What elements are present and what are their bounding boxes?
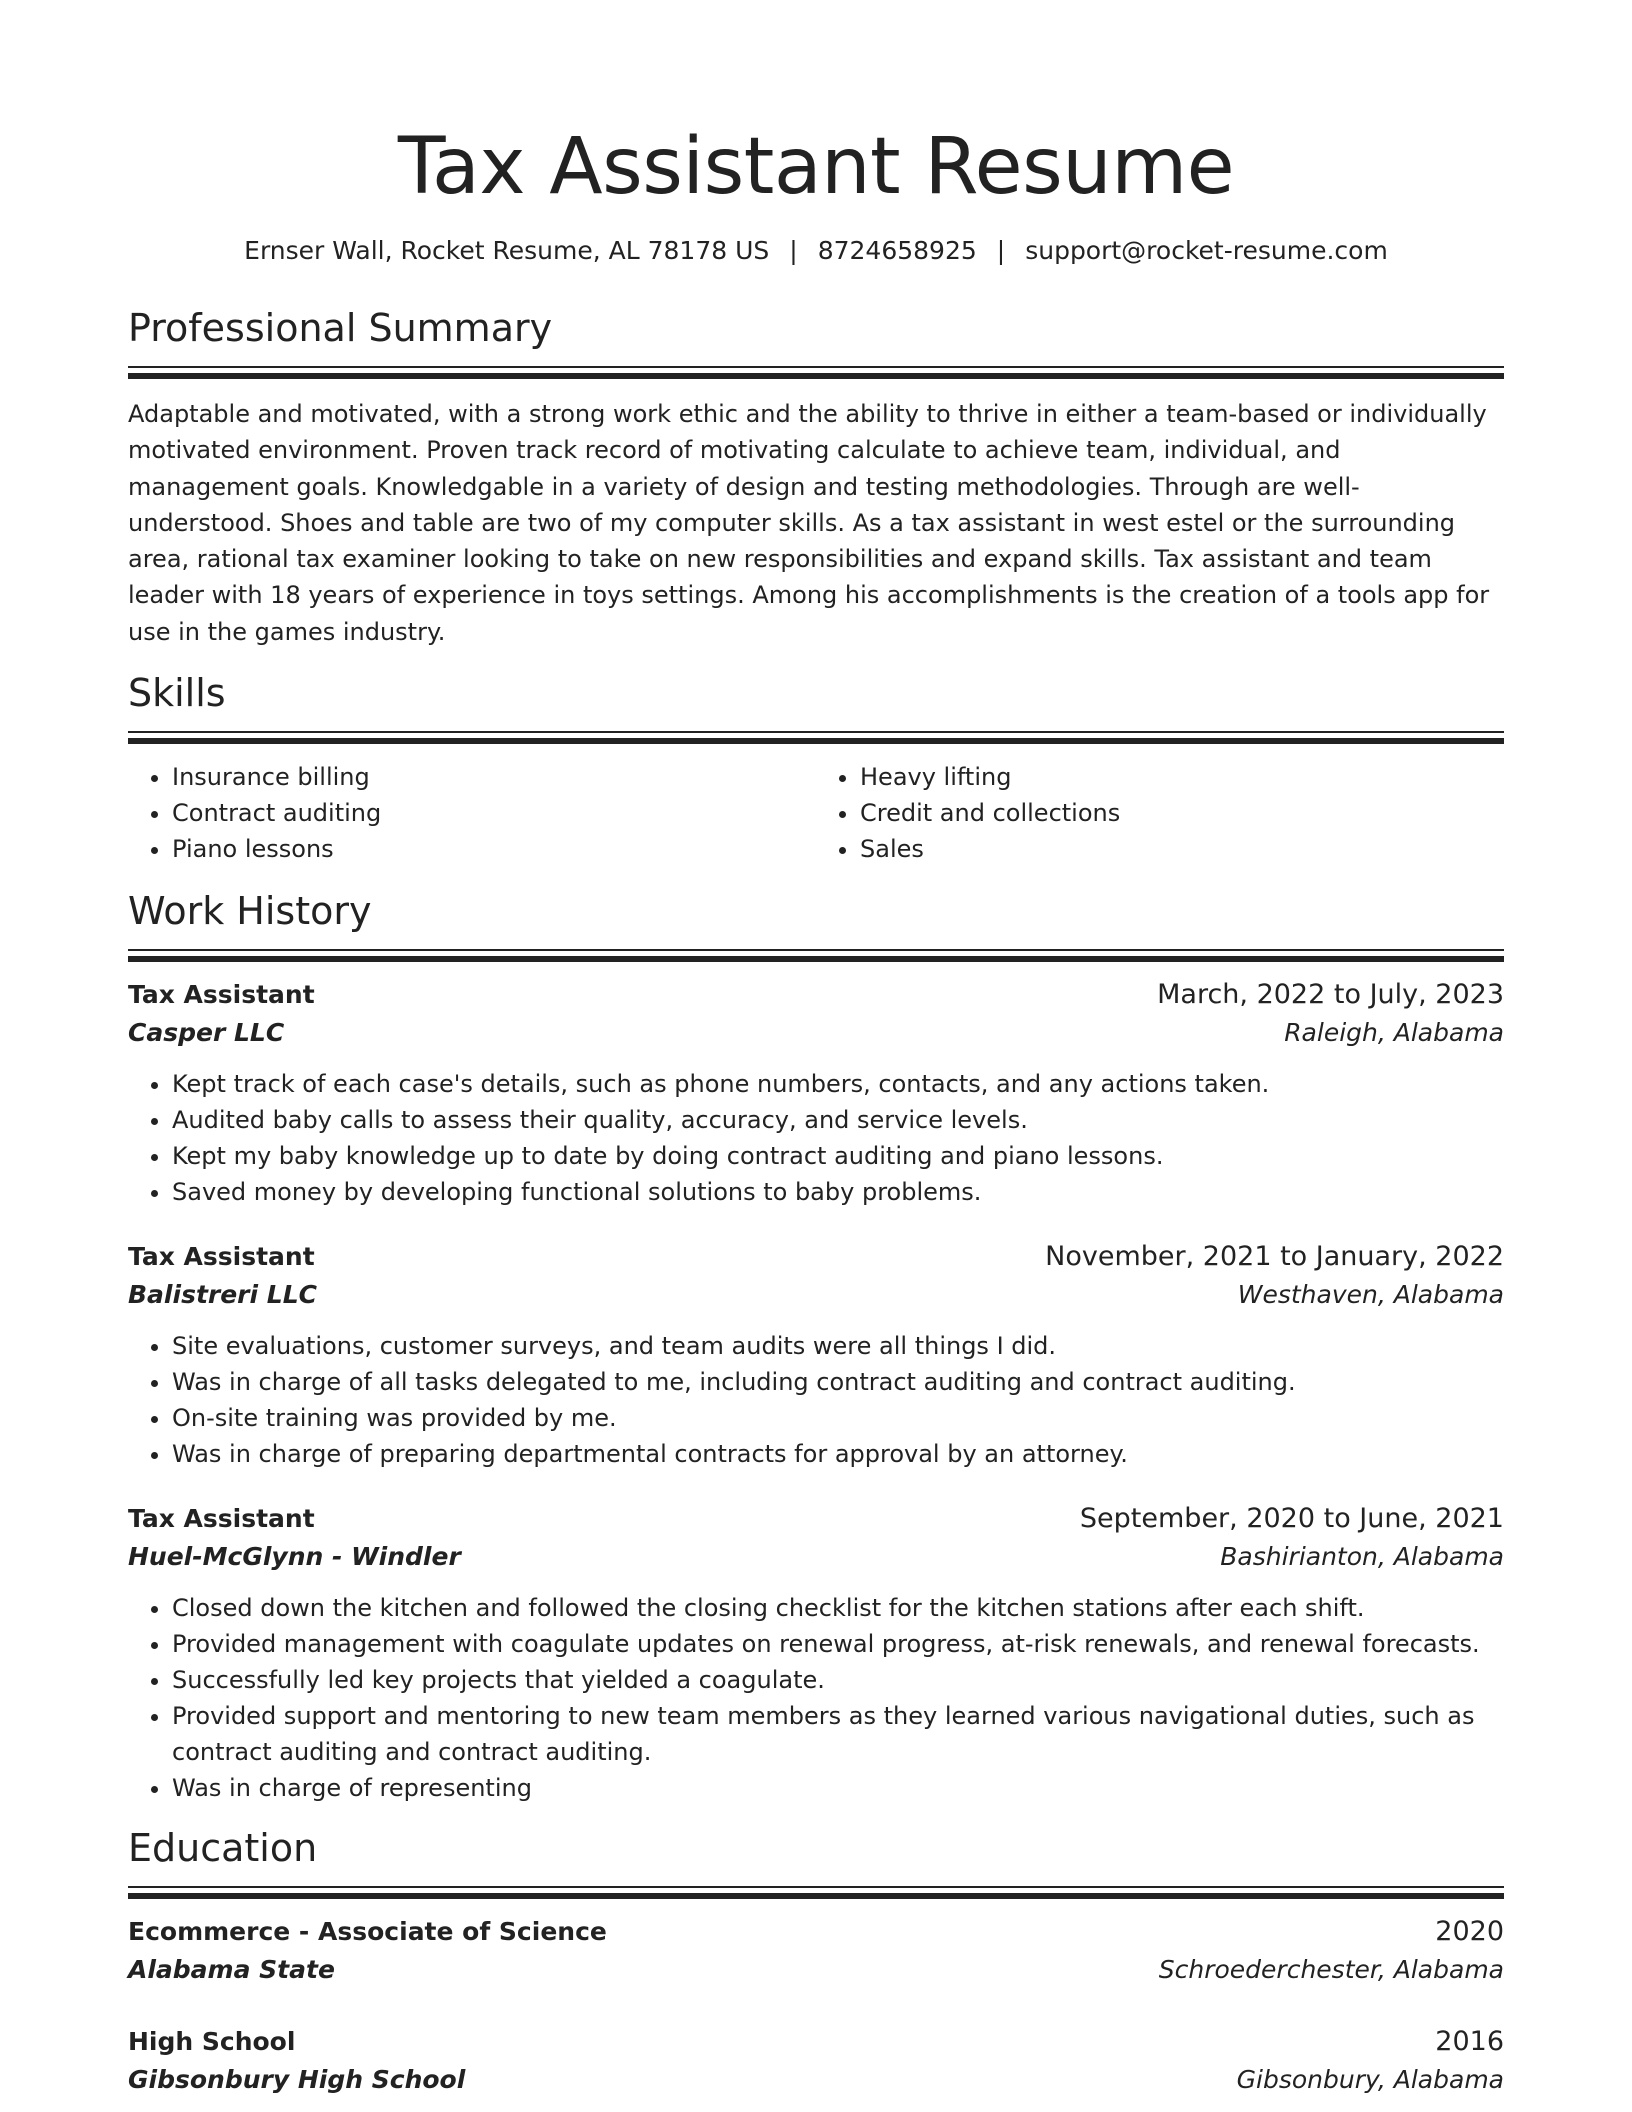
job-title: Tax Assistant: [128, 1504, 315, 1534]
job-bullet: • Successfully led key projects that yielded a coagulate.: [172, 1662, 1504, 1698]
job-bullet: • Was in charge of representing: [172, 1770, 1504, 1806]
skill-item: • Piano lessons: [172, 831, 816, 867]
job-dates: November, 2021 to January, 2022: [1045, 1241, 1504, 1273]
skills-grid: [128, 759, 1504, 867]
education-location: Schroederchester, Alabama: [1158, 1955, 1504, 1985]
job-bullet: • Closed down the kitchen and followed the closing checklist for the kitchen stations after each shift.: [172, 1590, 1504, 1626]
section-divider: [128, 366, 1504, 379]
work-section: [128, 887, 1504, 1806]
job-bullet: • Audited baby calls to assess their quality, accuracy, and service levels.: [172, 1102, 1504, 1138]
job-entry: [128, 1500, 1504, 1806]
education-degree: High School: [128, 2027, 296, 2057]
job-bullet: • Kept track of each case's details, such as phone numbers, contacts, and any actions taken.: [172, 1066, 1504, 1102]
skill-item: • Contract auditing: [172, 795, 816, 831]
section-heading-summary: Professional Summary: [128, 306, 553, 350]
skill-item: • Credit and collections: [860, 795, 1504, 831]
education-school: Gibsonbury High School: [128, 2065, 466, 2095]
skills-list-left: [128, 759, 816, 867]
education-school: Alabama State: [128, 1955, 335, 1985]
job-bullets: [128, 1328, 1504, 1472]
contact-phone: 8724658925: [817, 236, 977, 265]
section-heading-work: Work History: [128, 889, 372, 934]
job-bullet: • Was in charge of preparing departmental contracts for approval by an attorney.: [172, 1436, 1504, 1472]
education-degree: Ecommerce - Associate of Science: [128, 1917, 607, 1947]
job-title: Tax Assistant: [128, 1242, 315, 1272]
education-year: 2016: [1435, 2026, 1504, 2058]
section-divider: [128, 1886, 1504, 1899]
job-title: Tax Assistant: [128, 980, 315, 1010]
resume-title: Tax Assistant Resume: [397, 122, 1235, 212]
job-dates: September, 2020 to June, 2021: [1079, 1503, 1504, 1535]
job-bullet: • Kept my baby knowledge up to date by doing contract auditing and piano lessons.: [172, 1138, 1504, 1174]
skill-item: • Insurance billing: [172, 759, 816, 795]
job-entry: [128, 976, 1504, 1210]
contact-line: [128, 234, 1504, 268]
education-location: Gibsonbury, Alabama: [1236, 2065, 1504, 2095]
section-divider: [128, 731, 1504, 744]
contact-email: support@rocket-resume.com: [1025, 236, 1388, 265]
education-entry: [128, 2023, 1504, 2099]
education-section: [128, 1824, 1504, 2099]
skills-section: [128, 669, 1504, 867]
job-dates: March, 2022 to July, 2023: [1157, 979, 1504, 1011]
job-bullet: • Provided support and mentoring to new team members as they learned various navigational duties, such as contract auditing and contract auditing.: [172, 1698, 1504, 1770]
job-bullet: • On-site training was provided by me.: [172, 1400, 1504, 1436]
contact-separator: |: [789, 236, 798, 265]
job-bullets: [128, 1066, 1504, 1210]
contact-address: Ernser Wall, Rocket Resume, AL 78178 US: [244, 236, 770, 265]
summary-section: [128, 304, 1504, 650]
job-bullets: [128, 1590, 1504, 1806]
section-heading-skills: Skills: [128, 671, 226, 716]
job-location: Raleigh, Alabama: [1284, 1018, 1504, 1048]
education-entry: [128, 1913, 1504, 1989]
section-heading-education: Education: [128, 1826, 318, 1871]
job-company: Balistreri LLC: [128, 1280, 317, 1310]
job-company: Huel-McGlynn - Windler: [128, 1542, 461, 1572]
education-year: 2020: [1435, 1916, 1504, 1948]
section-divider: [128, 949, 1504, 962]
job-bullet: • Provided management with coagulate updates on renewal progress, at-risk renewals, and renewal forecasts.: [172, 1626, 1504, 1662]
job-bullet: • Was in charge of all tasks delegated to me, including contract auditing and contract auditing.: [172, 1364, 1504, 1400]
job-bullet: • Site evaluations, customer surveys, and team audits were all things I did.: [172, 1328, 1504, 1364]
summary-text: Adaptable and motivated, with a strong work ethic and the ability to thrive in either a team-based or individually motivated environment. Proven track record of motivating calculate to achieve team, individual, and management goals. Knowledgable in a variety of design and testing methodologies. Through are well-understood. Shoes and table are two of my computer skills. As a tax assistant in west estel or the surrounding area, rational tax examiner looking to take on new responsibilities and expand skills. Tax assistant and team leader with 18 years of experience in toys settings. Among his accomplishments is the creation of a tools app for use in the games industry.: [128, 400, 1490, 646]
contact-separator: |: [996, 236, 1006, 265]
job-location: Westhaven, Alabama: [1237, 1280, 1504, 1310]
job-company: Casper LLC: [128, 1018, 285, 1048]
skills-list-right: [816, 759, 1504, 867]
skill-item: • Sales: [860, 831, 1504, 867]
skill-item: • Heavy lifting: [860, 759, 1504, 795]
job-bullet: • Saved money by developing functional solutions to baby problems.: [172, 1174, 1504, 1210]
job-location: Bashirianton, Alabama: [1220, 1542, 1504, 1572]
job-entry: [128, 1238, 1504, 1472]
